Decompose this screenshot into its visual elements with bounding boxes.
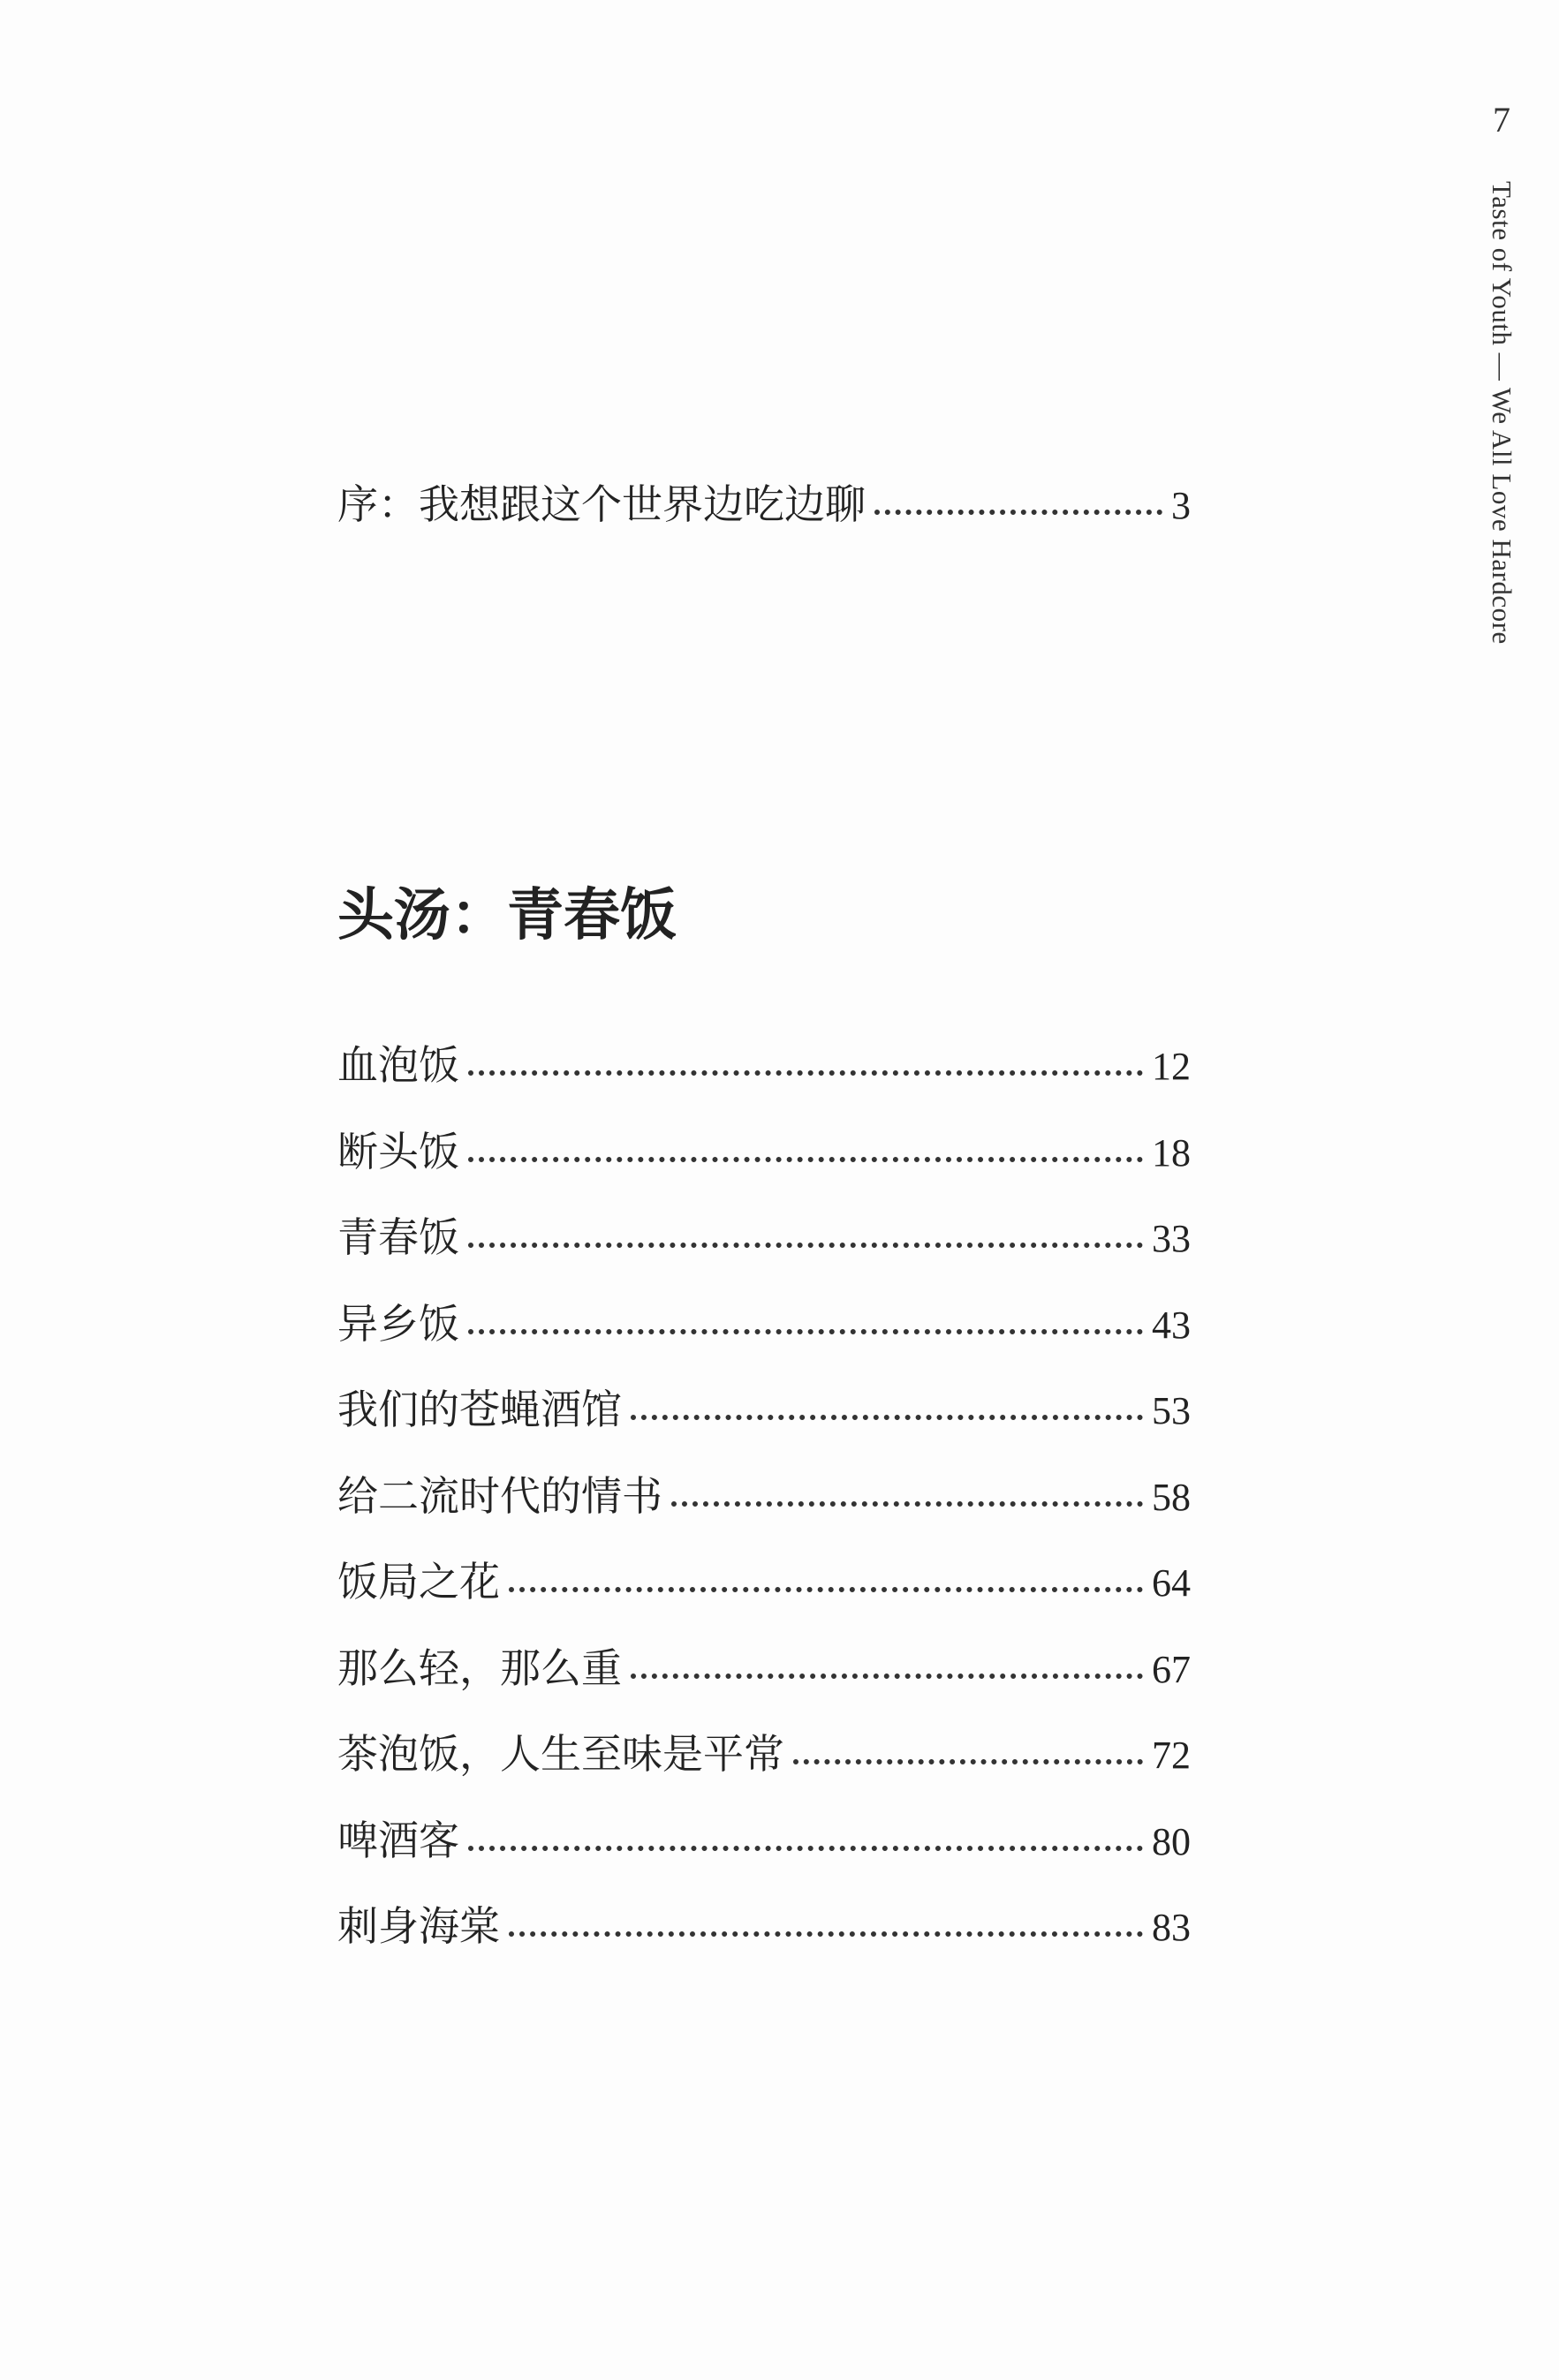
- toc-entry-page: 67: [1152, 1647, 1191, 1691]
- toc-entry: [337, 1033, 1191, 1092]
- dot-leader: [631, 1674, 1143, 1679]
- toc-entry-title: 青春饭: [337, 1213, 459, 1261]
- dot-leader: [509, 1587, 1143, 1592]
- dot-leader: [631, 1415, 1143, 1420]
- toc-entry: [337, 1809, 1191, 1867]
- toc-entry-title: 啤酒客: [337, 1816, 459, 1864]
- toc-entry-title: 刺身海棠: [337, 1902, 500, 1950]
- toc-entry: [337, 1205, 1191, 1264]
- toc-entry: [337, 1292, 1191, 1350]
- toc-entry: [337, 1894, 1191, 1953]
- running-title: Taste of Youth — We All Love Hardcore: [1487, 181, 1517, 645]
- dot-leader: [671, 1501, 1143, 1507]
- toc-entry-preface: [337, 472, 1191, 531]
- toc-entry: [337, 1722, 1191, 1780]
- toc-entry-page: 72: [1152, 1734, 1191, 1777]
- toc-entry-title: 给二流时代的情书: [337, 1471, 662, 1520]
- toc-entry-title: 那么轻，那么重: [337, 1643, 622, 1692]
- toc-entry: [337, 1550, 1191, 1608]
- toc-entry-page: 3: [1171, 484, 1191, 527]
- toc-entry-page: 64: [1152, 1561, 1191, 1605]
- dot-leader: [874, 510, 1162, 515]
- toc-entry-page: 58: [1152, 1475, 1191, 1519]
- dot-leader: [468, 1243, 1143, 1248]
- toc-entry: [337, 1120, 1191, 1178]
- dot-leader: [509, 1931, 1143, 1937]
- toc-entry-page: 43: [1152, 1303, 1191, 1347]
- dot-leader: [468, 1846, 1143, 1851]
- dot-leader: [468, 1157, 1143, 1162]
- toc-entry: [337, 1378, 1191, 1436]
- page-number: 7: [1493, 100, 1510, 140]
- toc-entry-title: 我们的苍蝇酒馆: [337, 1386, 622, 1433]
- dot-leader: [793, 1759, 1143, 1764]
- dot-leader: [468, 1329, 1143, 1334]
- toc-entry-title: 茶泡饭，人生至味是平常: [337, 1730, 784, 1778]
- toc-entry-page: 83: [1152, 1906, 1191, 1949]
- toc-entry-title: 序：我想跟这个世界边吃边聊: [337, 480, 866, 528]
- section-heading: 头汤：青春饭: [337, 882, 677, 948]
- toc-entry-page: 12: [1152, 1045, 1191, 1088]
- toc-entry-page: 80: [1152, 1819, 1191, 1863]
- toc-entry-page: 53: [1152, 1389, 1191, 1432]
- toc-entry-title: 异乡饭: [337, 1299, 459, 1348]
- toc-entry-page: 18: [1152, 1130, 1191, 1175]
- toc-entry: [337, 1464, 1191, 1522]
- toc-entry-page: 33: [1152, 1217, 1191, 1260]
- toc-entry-title: 饭局之花: [337, 1558, 500, 1606]
- toc-entry-title: 断头饭: [337, 1127, 459, 1175]
- toc-entry: [337, 1636, 1191, 1695]
- dot-leader: [468, 1070, 1143, 1076]
- toc-entry-title: 血泡饭: [337, 1041, 459, 1089]
